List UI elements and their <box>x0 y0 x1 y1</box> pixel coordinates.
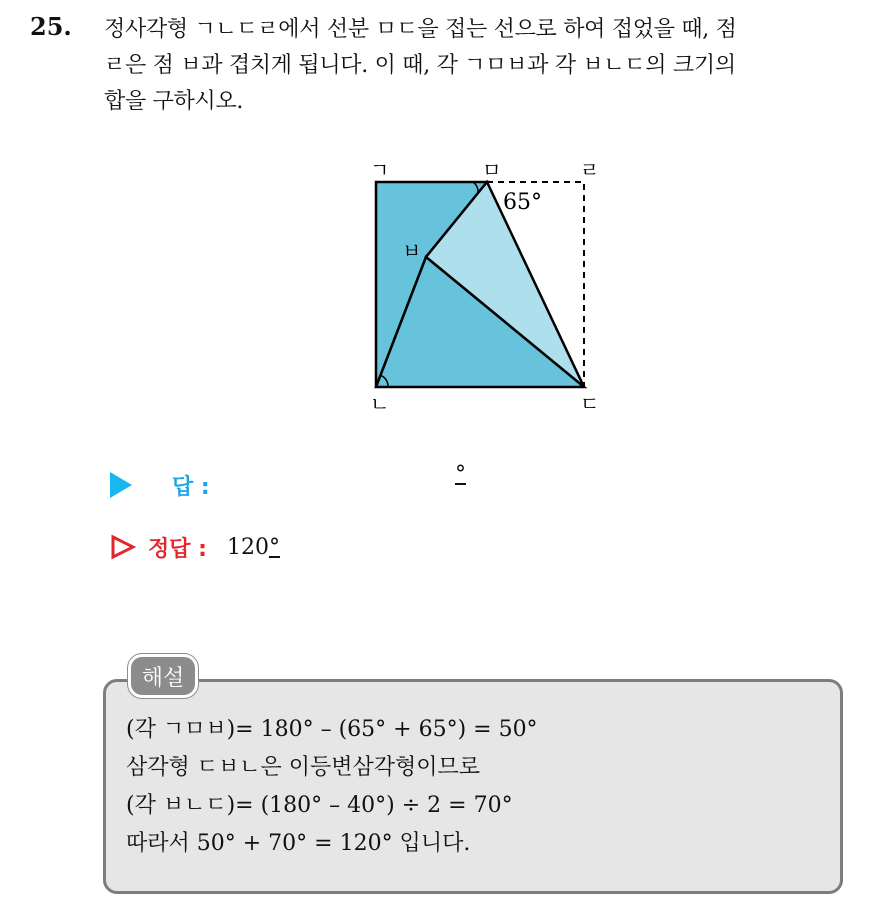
explanation-line-2: 삼각형 ㄷㅂㄴ은 이등변삼각형이므로 <box>126 755 481 780</box>
explanation-text <box>126 711 538 863</box>
answer-label: 답 : <box>172 474 210 500</box>
folded-square-figure <box>360 155 610 415</box>
explanation-line-1: (각 ㄱㅁㅂ)= 180° – (65° + 65°) = 50° <box>126 717 538 742</box>
explanation-badge: 해설 <box>128 654 198 698</box>
angle-65-label: 65° <box>503 190 542 215</box>
question-line-3: 합을 구하시오. <box>104 89 244 114</box>
explanation-line-4: 따라서 50° + 70° = 120° 입니다. <box>126 831 471 856</box>
correct-answer-value <box>227 535 280 560</box>
answer-blank-unit[interactable]: ° <box>455 462 466 487</box>
label-bottom-right: ㄷ <box>580 392 600 415</box>
label-top-left: ㄱ <box>370 158 390 182</box>
label-top-right: ㄹ <box>580 158 600 182</box>
question-number: 25. <box>30 12 72 41</box>
play-triangle-icon <box>110 472 132 498</box>
correct-value-number: 120 <box>226 534 269 560</box>
hollow-triangle-icon <box>110 534 136 560</box>
explanation-line-3: (각 ㅂㄴㄷ)= (180° – 40°) ÷ 2 = 70° <box>126 793 513 818</box>
correct-answer-label: 정답 : <box>148 536 207 562</box>
correct-value-unit: ° <box>268 534 280 560</box>
label-bottom-left: ㄴ <box>370 392 390 415</box>
question-line-1: 정사각형 ㄱㄴㄷㄹ에서 선분 ㅁㄷ을 접는 선으로 하여 접었을 때, 점 <box>104 17 737 42</box>
answer-row <box>110 462 466 502</box>
figure-svg <box>360 155 610 415</box>
question-text <box>104 12 864 120</box>
label-fold-point: ㅂ <box>402 239 422 263</box>
correct-answer-row <box>110 530 280 564</box>
question-line-2: ㄹ은 점 ㅂ과 겹치게 됩니다. 이 때, 각 ㄱㅁㅂ과 각 ㅂㄴㄷ의 크기의 <box>104 53 736 78</box>
label-top-mid: ㅁ <box>482 158 502 182</box>
